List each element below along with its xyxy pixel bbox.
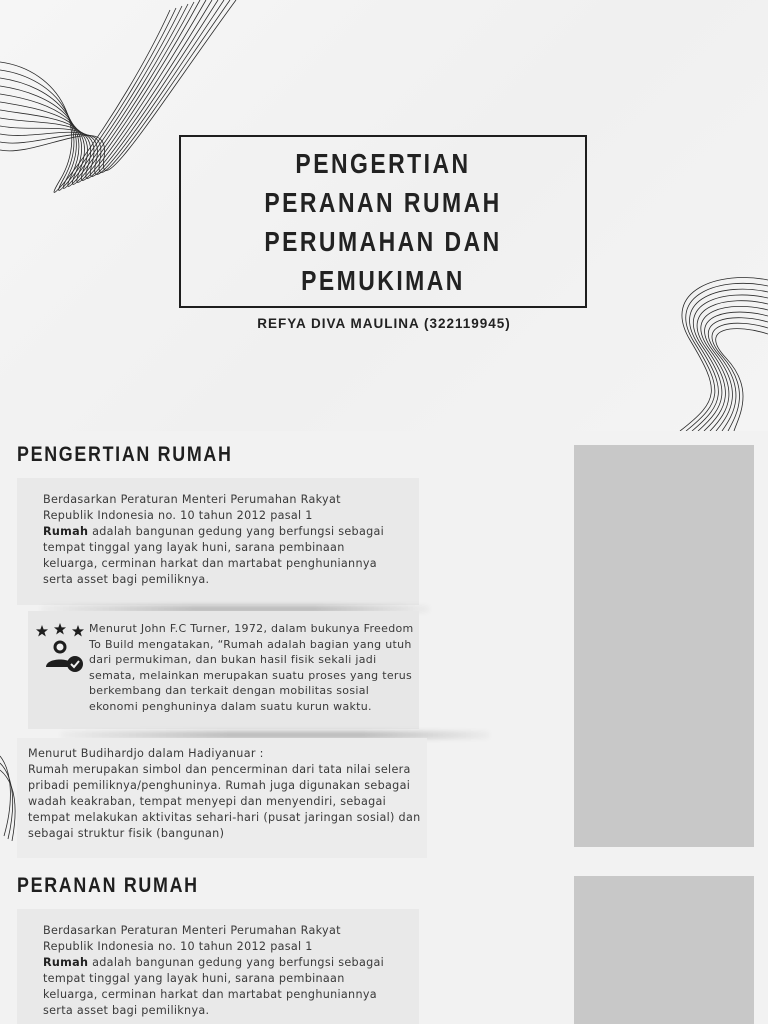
definition-source: Berdasarkan Peraturan Menteri Perumahan Rakyat Republik Indonesia no. 10 tahun 2012 pasal 1 [43, 493, 341, 522]
quote-intro: Menurut Budihardjo dalam Hadiyanuar : [28, 747, 264, 760]
title-slide [0, 0, 768, 431]
wave-lines-decoration [0, 751, 20, 841]
quote-card-budihardjo [17, 738, 427, 858]
definition-body: adalah bangunan gedung yang berfungsi sebagai tempat tinggal yang layak huni, sarana pembinaan keluarga, cerminan harkat dan martabat penghuniannya serta asset bagi pemiliknya. [43, 525, 385, 586]
image-placeholder [574, 445, 754, 847]
definition-body: adalah bangunan gedung yang berfungsi sebagai tempat tinggal yang layak huni, sarana pembinaan keluarga, cerminan harkat dan martabat penghuniannya serta asset bagi pemiliknya. [43, 956, 385, 1017]
definition-term: Rumah [43, 956, 89, 969]
quote-card-turner [28, 611, 419, 729]
section-pengertian-rumah [0, 431, 768, 862]
section-peranan-rumah [0, 862, 768, 1024]
definition-text [43, 492, 393, 588]
quote-text-turner: Menurut John F.C Turner, 1972, dalam bukunya Freedom To Build mengatakan, “Rumah adalah bagian yang utuh dari permukiman, dan bukan hasil fisik sekali jadi semata, melainkan merupakan suatu proses yang terus berkembang dan terkait dengan mobilitas sosial ekonomi penghuninya dalam suatu kurun waktu. [89, 622, 414, 713]
section-heading: PENGERTIAN RUMAH [17, 443, 233, 466]
title-box [179, 135, 587, 308]
user-rating-icon [34, 623, 86, 675]
definition-card [17, 909, 419, 1024]
page-title: PENGERTIAN PERANAN RUMAH PERUMAHAN DAN PEMUKIMAN [264, 147, 502, 296]
definition-source: Berdasarkan Peraturan Menteri Perumahan Rakyat Republik Indonesia no. 10 tahun 2012 pasal 1 [43, 924, 341, 953]
quote-text-budihardjo: Rumah merupakan simbol dan pencerminan dari tata nilai selera pribadi pemiliknya/penghuninya. Rumah juga digunakan sebagai wadah keakraban, tempat menyepi dan menyendiri, sebagai tempat melakukan aktivitas sehari-hari (pusat jaringan sosial) dan sebagai struktur fisik (bangunan) [28, 763, 421, 840]
section-heading: PERANAN RUMAH [17, 874, 199, 897]
definition-card [17, 478, 419, 605]
definition-term: Rumah [43, 525, 89, 538]
image-placeholder [574, 876, 754, 1024]
definition-text [43, 923, 393, 1019]
wave-lines-decoration-right [660, 270, 768, 431]
author-name: REFYA DIVA MAULINA (322119945) [257, 316, 511, 331]
